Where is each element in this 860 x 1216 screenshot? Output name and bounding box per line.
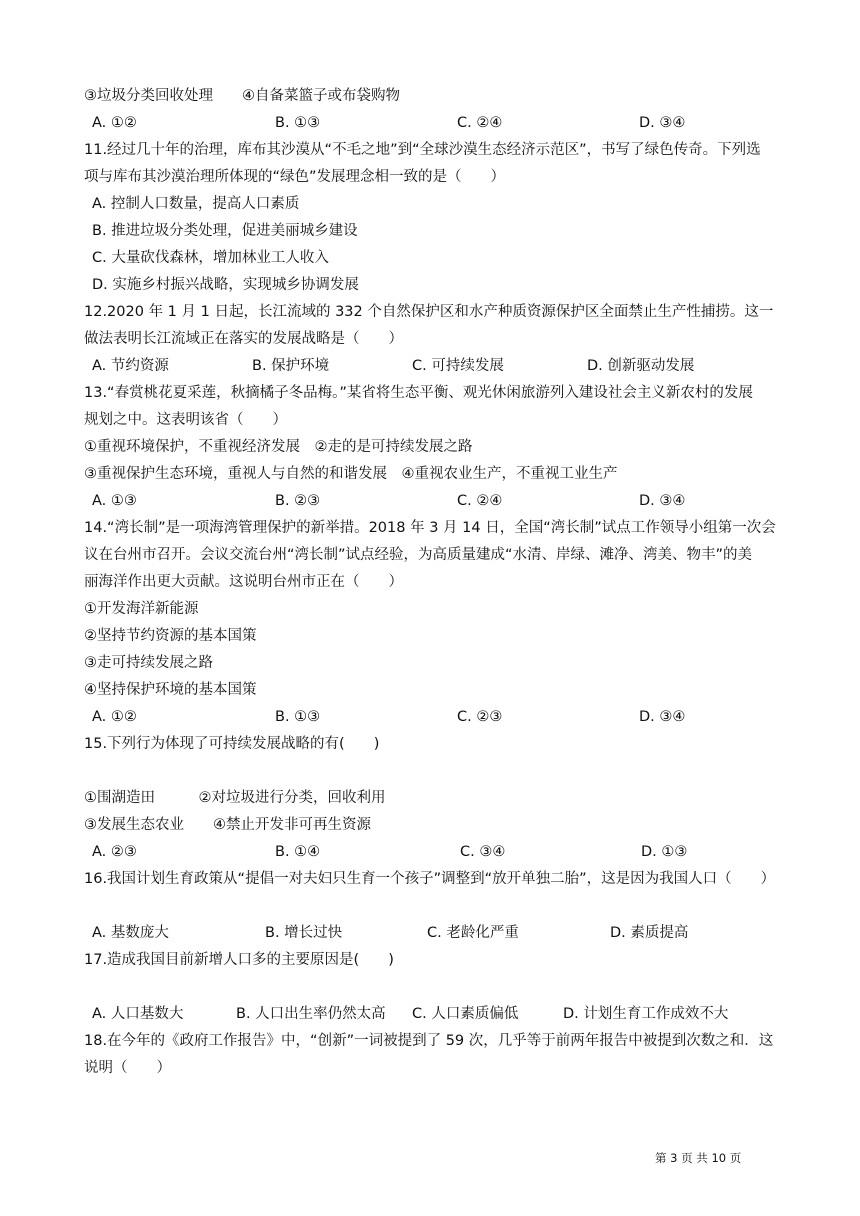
q15-option-d: D. ①③ <box>641 844 688 860</box>
q10-option-a: A. ①② <box>92 115 137 131</box>
q17-stem: 17.造成我国目前新增人口多的主要原因是( ) <box>84 952 394 968</box>
q15-option-c: C. ③④ <box>460 844 506 860</box>
q15-option-b: B. ①④ <box>275 844 321 860</box>
q16-stem: 16.我国计划生育政策从“提倡一对夫妇只生育一个孩子”调整到“放开单独二胎”，这是因为我国人口（ ） <box>84 871 776 887</box>
q14-option-d: D. ③④ <box>639 709 686 725</box>
q17-option-a: A. 人口基数大 <box>92 1006 184 1022</box>
q14-item-4: ④坚持保护环境的基本国策 <box>84 682 257 698</box>
q13-option-d: D. ③④ <box>639 493 686 509</box>
q16-option-a: A. 基数庞大 <box>92 925 169 941</box>
q16-option-b: B. 增长过快 <box>265 925 343 941</box>
q14-item-2: ②坚持节约资源的基本国策 <box>84 628 257 644</box>
q18-stem-line1: 18.在今年的《政府工作报告》中，“创新”一词被提到了 59 次，几乎等于前两年报告中被提到次数之和．这 <box>84 1033 774 1049</box>
q10-option-c: C. ②④ <box>457 115 503 131</box>
q18-stem-line2: 说明（ ） <box>84 1060 171 1076</box>
q13-option-c: C. ②④ <box>457 493 503 509</box>
q11-option-b: B. 推进垃圾分类处理，促进美丽城乡建设 <box>92 223 358 239</box>
q16-option-d: D. 素质提高 <box>610 925 689 941</box>
q14-item-1: ①开发海洋新能源 <box>84 601 199 617</box>
q15-items-line2: ③发展生态农业 ④禁止开发非可再生资源 <box>84 817 371 833</box>
q14-stem-line3: 丽海洋作出更大贡献。这说明台州市正在（ ） <box>84 574 403 590</box>
page-number-footer: 第 3 页 共 10 页 <box>655 1151 742 1165</box>
q17-option-b: B. 人口出生率仍然太高 <box>236 1006 386 1022</box>
q13-stem-line2: 规划之中。这表明该省（ ） <box>84 412 287 428</box>
q13-option-a: A. ①③ <box>92 493 137 509</box>
q10-option-d: D. ③④ <box>639 115 686 131</box>
q10-option-b: B. ①③ <box>275 115 321 131</box>
q17-option-c: C. 人口素质偏低 <box>412 1006 519 1022</box>
q13-option-b: B. ②③ <box>275 493 321 509</box>
q13-items-line1: ①重视环境保护，不重视经济发展 ②走的是可持续发展之路 <box>84 439 473 455</box>
q12-stem-line2: 做法表明长江流域正在落实的发展战略是（ ） <box>84 331 403 347</box>
q15-option-a: A. ②③ <box>92 844 137 860</box>
q16-option-c: C. 老龄化严重 <box>427 925 519 941</box>
q14-option-a: A. ①② <box>92 709 137 725</box>
q11-option-a: A. 控制人口数量，提高人口素质 <box>92 196 300 212</box>
q14-option-b: B. ①③ <box>275 709 321 725</box>
q17-option-d: D. 计划生育工作成效不大 <box>563 1006 729 1022</box>
q11-option-c: C. 大量砍伐森林，增加林业工人收入 <box>92 250 329 266</box>
q15-items-line1: ①围湖造田 ②对垃圾进行分类，回收利用 <box>84 790 386 806</box>
q11-stem-line1: 11.经过几十年的治理，库布其沙漠从“不毛之地”到“全球沙漠生态经济示范区”，书写了绿色传奇。下列选 <box>84 142 761 158</box>
q14-item-3: ③走可持续发展之路 <box>84 655 213 671</box>
q12-stem-line1: 12.2020 年 1 月 1 日起，长江流域的 332 个自然保护区和水产种质资源保护区全面禁止生产性捕捞。这一 <box>84 304 774 320</box>
q14-stem-line2: 议在台州市召开。会议交流台州“湾长制”试点经验，为高质量建成“水清、岸绿、滩净、湾美、物丰”的美 <box>84 547 753 563</box>
q12-option-a: A. 节约资源 <box>92 358 169 374</box>
q11-stem-line2: 项与库布其沙漠治理所体现的“绿色”发展理念相一致的是（ ） <box>84 169 506 185</box>
q14-option-c: C. ②③ <box>457 709 503 725</box>
q14-stem-line1: 14.“湾长制”是一项海湾管理保护的新举措。2018 年 3 月 14 日，全国“湾长制”试点工作领导小组第一次会 <box>84 520 776 536</box>
q12-option-d: D. 创新驱动发展 <box>587 358 695 374</box>
q13-items-line2: ③重视保护生态环境，重视人与自然的和谐发展 ④重视农业生产，不重视工业生产 <box>84 466 618 482</box>
q12-option-b: B. 保护环境 <box>252 358 330 374</box>
q15-stem: 15.下列行为体现了可持续发展战略的有( ) <box>84 736 380 752</box>
q12-option-c: C. 可持续发展 <box>412 358 504 374</box>
q10-items: ③垃圾分类回收处理 ④自备菜篮子或布袋购物 <box>84 88 400 104</box>
q11-option-d: D. 实施乡村振兴战略，实现城乡协调发展 <box>92 277 359 293</box>
q13-stem-line1: 13.“春赏桃花夏采莲，秋摘橘子冬品梅。”某省将生态平衡、观光休闲旅游列入建设社会主义新农村的发展 <box>84 385 753 401</box>
